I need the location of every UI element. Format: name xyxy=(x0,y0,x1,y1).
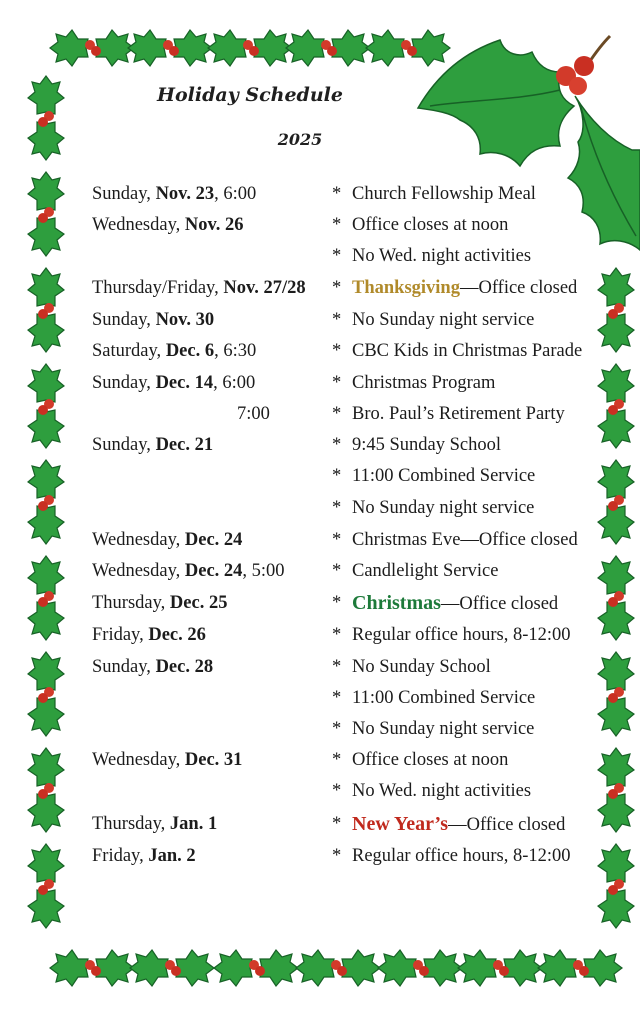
page-title: Holiday Schedule xyxy=(157,84,343,106)
schedule-date xyxy=(92,432,213,458)
date-weekday: Saturday, xyxy=(92,341,166,361)
date-weekday: Wednesday, xyxy=(92,750,185,770)
event-text: 11:00 Combined Service xyxy=(352,688,536,708)
schedule-event xyxy=(352,432,501,458)
date-day: Dec. 25 xyxy=(169,593,228,613)
bullet-asterisk: * xyxy=(332,278,342,298)
schedule-row xyxy=(92,275,632,301)
event-text: Bro. Paul’s Retirement Party xyxy=(352,404,565,424)
schedule-row xyxy=(92,495,632,521)
schedule-row xyxy=(92,685,632,711)
schedule-event xyxy=(352,370,495,396)
date-day: Jan. 2 xyxy=(148,846,196,866)
date-time: , 6:00 xyxy=(214,184,257,204)
date-day: Nov. 27/28 xyxy=(223,278,306,298)
event-text: 9:45 Sunday School xyxy=(352,435,502,455)
schedule-date xyxy=(92,558,285,584)
event-text: Christmas Program xyxy=(352,373,496,393)
schedule-row xyxy=(92,811,632,837)
schedule-event xyxy=(352,558,498,584)
event-text: Church Fellowship Meal xyxy=(352,184,536,204)
event-text: No Sunday night service xyxy=(352,498,535,518)
event-text: No Wed. night activities xyxy=(352,781,532,801)
bullet-asterisk: * xyxy=(332,373,342,393)
event-text: No Wed. night activities xyxy=(352,246,532,266)
schedule-event xyxy=(352,212,508,238)
date-weekday: Thursday/Friday, xyxy=(92,278,224,298)
schedule-date xyxy=(92,654,213,680)
schedule-row xyxy=(92,243,632,269)
event-text: —Office closed xyxy=(459,278,578,298)
event-text: 11:00 Combined Service xyxy=(352,466,536,486)
schedule-date xyxy=(92,590,227,616)
bullet-asterisk: * xyxy=(332,561,342,581)
schedule-row xyxy=(92,370,632,396)
schedule-row xyxy=(92,432,632,458)
schedule-date xyxy=(92,747,242,773)
event-text: Office closes at noon xyxy=(352,215,509,235)
schedule-event xyxy=(352,243,531,269)
bullet-asterisk: * xyxy=(332,814,342,834)
schedule-date xyxy=(92,338,256,364)
bullet-asterisk: * xyxy=(332,310,342,330)
date-weekday: Wednesday, xyxy=(92,215,185,235)
schedule-date xyxy=(92,811,217,837)
bullet-asterisk: * xyxy=(332,750,342,770)
date-day: Dec. 24 xyxy=(184,530,243,550)
date-day: Dec. 6 xyxy=(165,341,215,361)
bullet-asterisk: * xyxy=(332,846,342,866)
date-weekday: Friday, xyxy=(92,846,149,866)
event-text: No Sunday night service xyxy=(352,719,535,739)
date-weekday: Sunday, xyxy=(92,310,156,330)
year-subtitle: 2025 xyxy=(277,130,323,149)
holiday-name: Christmas xyxy=(352,592,441,614)
date-weekday: Sunday, xyxy=(92,373,156,393)
date-weekday: Sunday, xyxy=(92,184,156,204)
schedule-date xyxy=(92,843,196,869)
schedule-date xyxy=(92,527,242,553)
date-time: , 5:00 xyxy=(242,561,285,581)
schedule-event xyxy=(352,685,535,711)
date-time: , 6:00 xyxy=(213,373,256,393)
date-weekday: Friday, xyxy=(92,625,149,645)
schedule-date xyxy=(92,181,256,207)
schedule-event xyxy=(352,275,577,301)
event-text: Regular office hours, 8-12:00 xyxy=(352,846,571,866)
date-day: Jan. 1 xyxy=(169,814,218,834)
schedule-row xyxy=(92,307,632,333)
date-day: Nov. 30 xyxy=(155,310,215,330)
date-day: Dec. 24 xyxy=(184,561,243,581)
bullet-asterisk: * xyxy=(332,498,342,518)
schedule-event xyxy=(352,590,558,617)
event-text: —Office closed xyxy=(448,815,566,835)
holiday-name: New Year’s xyxy=(352,813,449,835)
date-weekday: Wednesday, xyxy=(92,530,185,550)
date-day: Dec. 21 xyxy=(155,435,214,455)
event-text: Christmas Eve—Office closed xyxy=(352,530,578,550)
schedule-event xyxy=(352,778,531,804)
date-day: Dec. 26 xyxy=(148,625,206,645)
date-day: Dec. 28 xyxy=(155,657,214,677)
schedule-row xyxy=(92,181,632,207)
date-day: Dec. 14 xyxy=(155,373,214,393)
schedule-date xyxy=(92,212,243,238)
date-weekday: Thursday, xyxy=(92,593,170,613)
bullet-asterisk: * xyxy=(332,530,342,550)
schedule-event xyxy=(352,843,571,869)
schedule-row xyxy=(92,622,632,648)
bullet-asterisk: * xyxy=(332,688,342,708)
date-day: Nov. 26 xyxy=(184,215,244,235)
bullet-asterisk: * xyxy=(332,435,342,455)
bullet-asterisk: * xyxy=(332,341,342,361)
schedule-row xyxy=(92,590,632,616)
schedule-event xyxy=(352,654,491,680)
date-weekday: Thursday, xyxy=(92,814,170,834)
schedule-event xyxy=(352,338,582,364)
date-time: 7:00 xyxy=(237,404,270,424)
schedule-row xyxy=(92,558,632,584)
schedule-event xyxy=(352,747,508,773)
bullet-asterisk: * xyxy=(332,215,342,235)
bullet-asterisk: * xyxy=(332,719,342,739)
schedule-event xyxy=(352,622,571,648)
event-text: No Sunday School xyxy=(352,657,491,677)
date-day: Nov. 23 xyxy=(155,184,215,204)
schedule-event xyxy=(352,463,535,489)
schedule-row xyxy=(92,716,632,742)
schedule-row xyxy=(92,843,632,869)
event-text: Office closes at noon xyxy=(352,750,509,770)
event-text: —Office closed xyxy=(440,594,559,614)
schedule-event xyxy=(352,527,578,553)
event-text: No Sunday night service xyxy=(352,310,535,330)
holiday-name: Thanksgiving xyxy=(352,278,460,298)
date-time: , 6:30 xyxy=(214,341,257,361)
date-weekday: Wednesday, xyxy=(92,561,185,581)
schedule-event xyxy=(352,811,565,838)
schedule-date xyxy=(92,370,255,396)
schedule-row xyxy=(92,212,632,238)
event-text: CBC Kids in Christmas Parade xyxy=(352,341,583,361)
schedule-row xyxy=(92,338,632,364)
schedule-event xyxy=(352,181,536,207)
schedule-event xyxy=(352,401,565,427)
bullet-asterisk: * xyxy=(332,593,342,613)
bullet-asterisk: * xyxy=(332,657,342,677)
bullet-asterisk: * xyxy=(332,466,342,486)
schedule-event xyxy=(352,495,534,521)
event-text: Candlelight Service xyxy=(352,561,499,581)
date-day: Dec. 31 xyxy=(184,750,243,770)
schedule-date xyxy=(92,622,206,648)
bullet-asterisk: * xyxy=(332,781,342,801)
schedule-row xyxy=(92,463,632,489)
schedule-date xyxy=(237,401,270,427)
schedule-row xyxy=(92,654,632,680)
schedule-date xyxy=(92,307,214,333)
schedule-date xyxy=(92,275,306,301)
bullet-asterisk: * xyxy=(332,184,342,204)
bullet-asterisk: * xyxy=(332,404,342,424)
schedule-event xyxy=(352,716,534,742)
schedule-row xyxy=(92,401,632,427)
schedule-row xyxy=(92,778,632,804)
schedule-row xyxy=(92,747,632,773)
date-weekday: Sunday, xyxy=(92,435,156,455)
schedule-event xyxy=(352,307,534,333)
bullet-asterisk: * xyxy=(332,625,342,645)
date-weekday: Sunday, xyxy=(92,657,156,677)
bullet-asterisk: * xyxy=(332,246,342,266)
event-text: Regular office hours, 8-12:00 xyxy=(352,625,571,645)
schedule-row xyxy=(92,527,632,553)
